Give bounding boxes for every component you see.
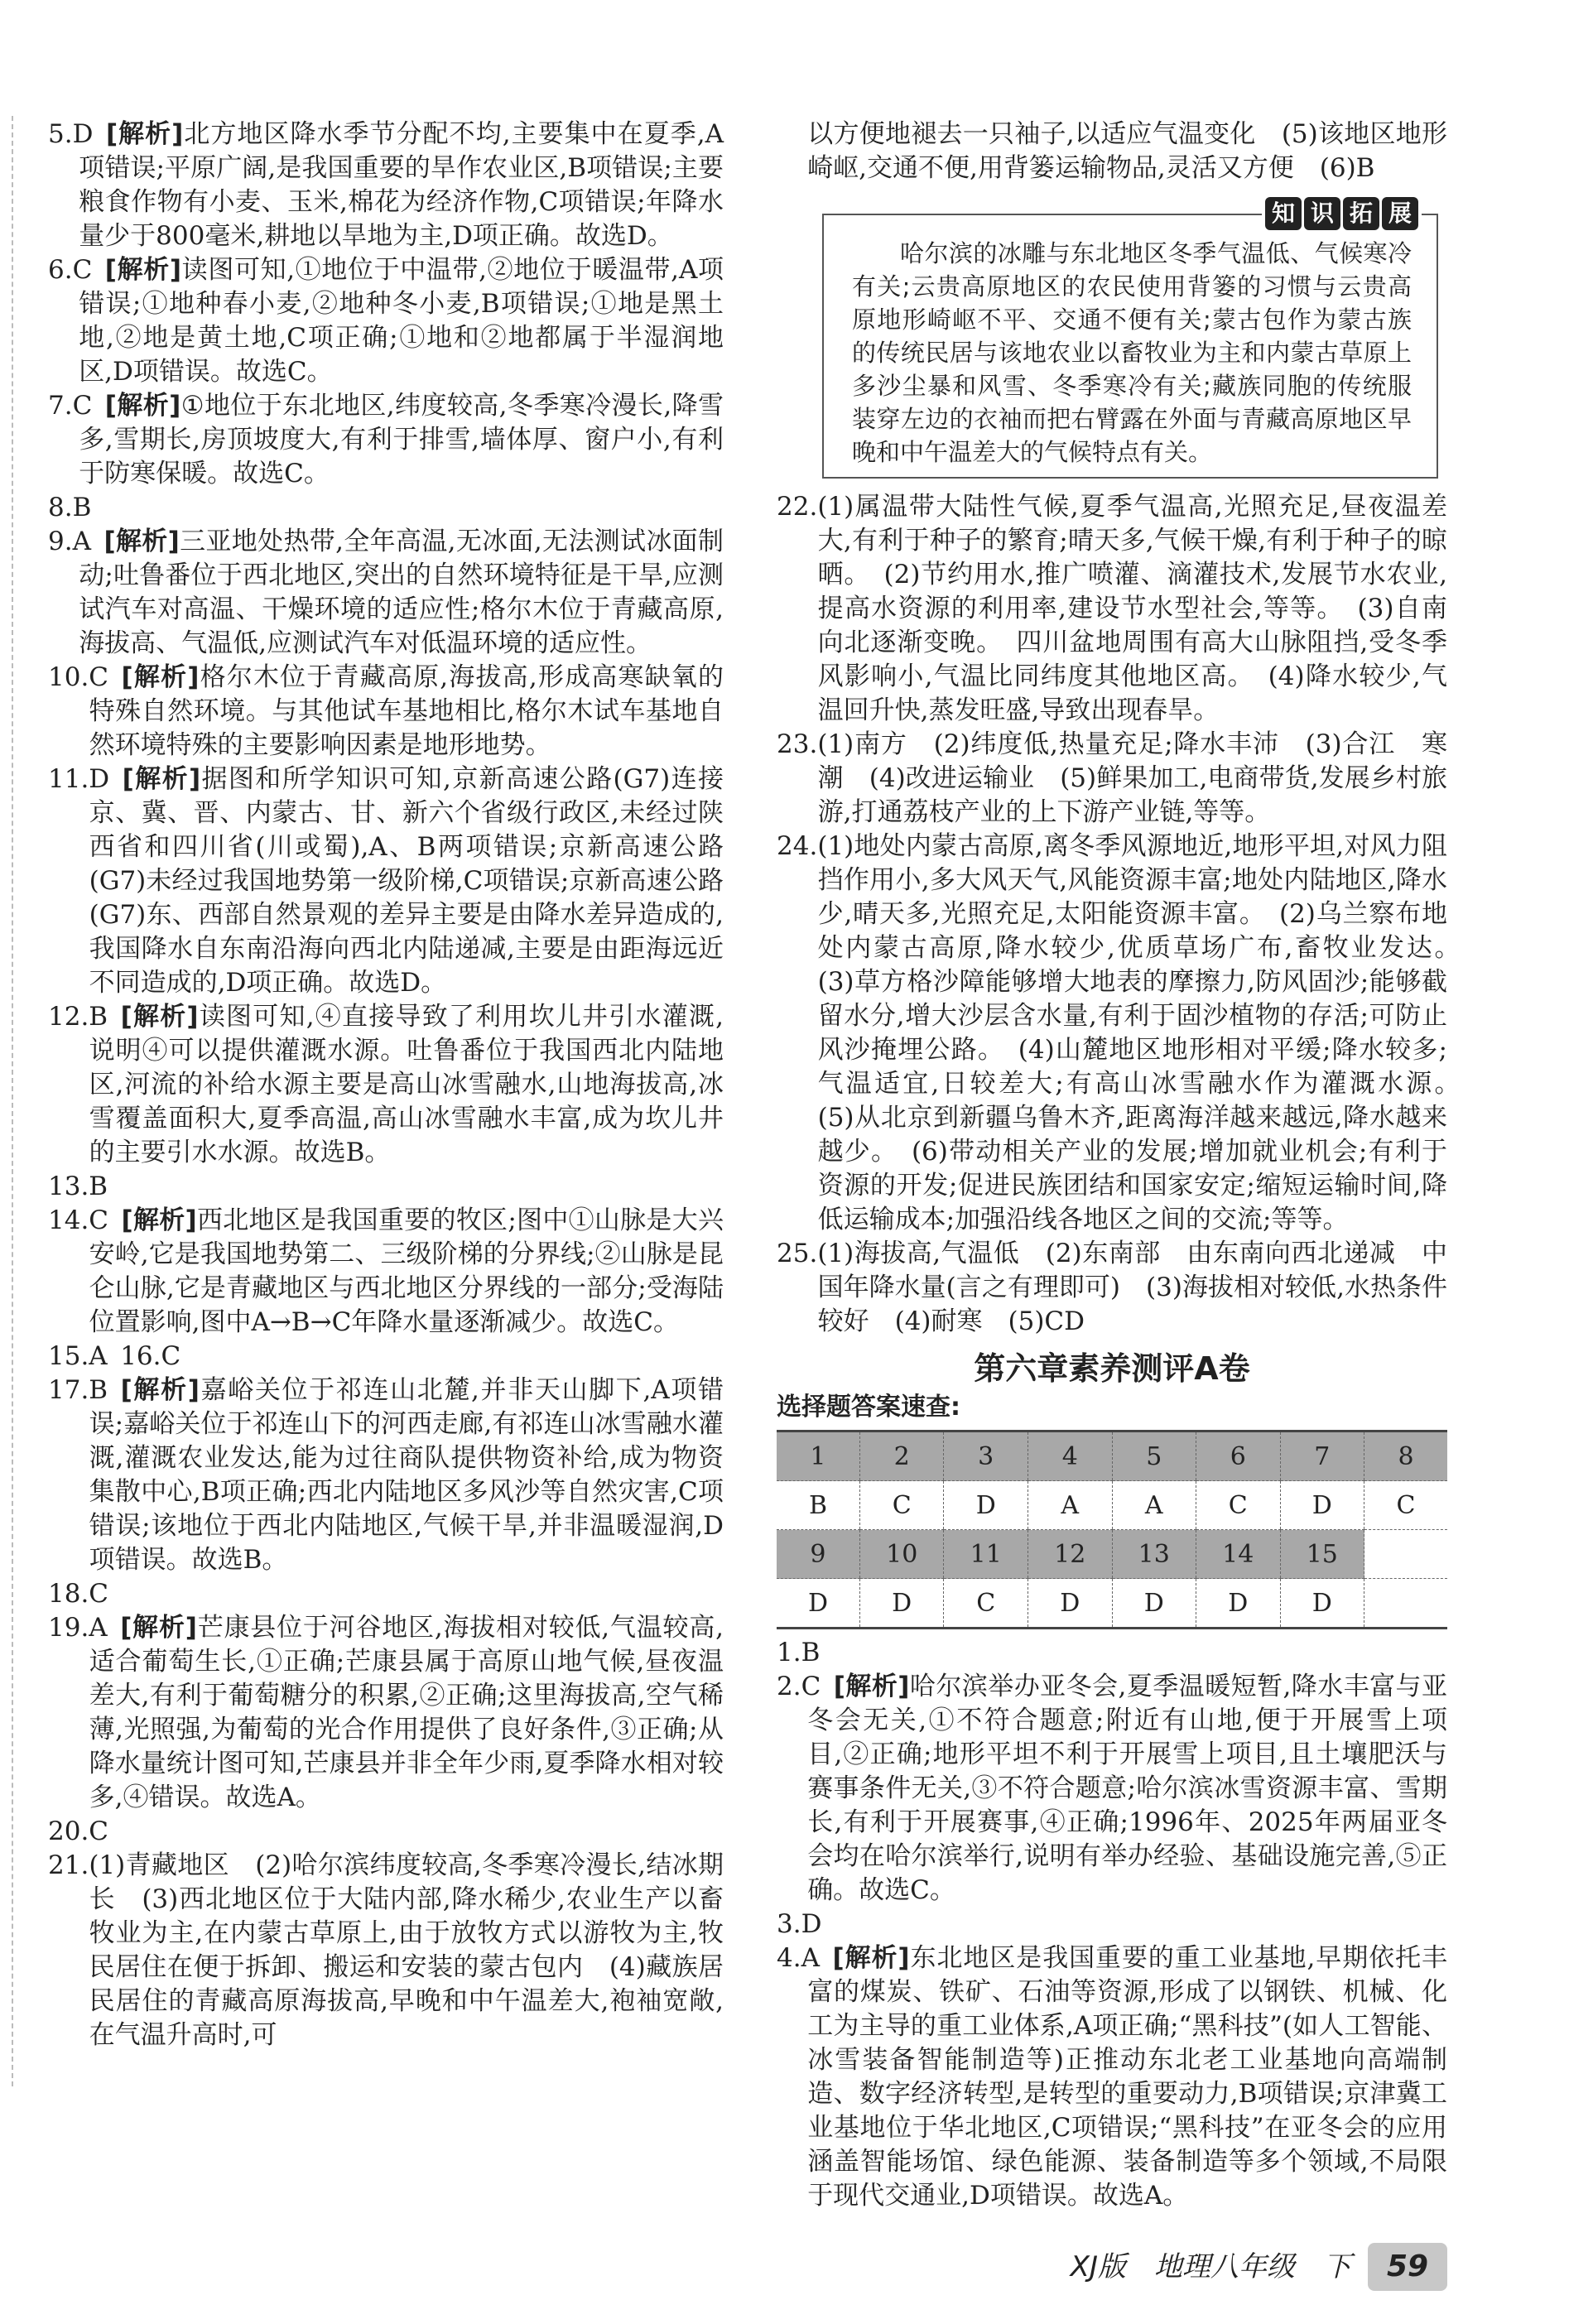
item-number: 17.B <box>48 1375 108 1405</box>
table-row <box>777 1579 1447 1629</box>
answer-item-2 <box>777 1670 1447 1908</box>
item-number: 9.A <box>48 527 91 556</box>
item-text: 哈尔滨举办亚冬会,夏季温暖短暂,降水丰富与亚冬会无关,①不符合题意;附近有山地,便于开展雪上项目,②正确;地形平坦不利于开展雪上项目,且土壤肥沃与赛事条件无关,③不符合题意;哈尔滨冰雪资源丰富、雪期长,有利于开展赛事,④正确;1996年、2025年两届亚冬会均在哈尔滨举行,说明有举办经验、基础设施完善,⑤正确。故选C。 <box>807 1672 1447 1905</box>
answer-item-1 <box>777 1636 1447 1670</box>
analysis-tag: [解析] <box>120 1613 197 1643</box>
analysis-tag: [解析] <box>105 119 184 149</box>
analysis-tag: [解析] <box>120 1002 199 1032</box>
page-number: 59 <box>1368 2243 1447 2291</box>
item-text: (1)属温带大陆性气候,夏季气温高,光照充足,昼夜温差大,有利于种子的繁育;晴天多,气候干燥,有利于种子的晾晒。 (2)节约用水,推广喷灌、滴灌技术,发展节水农业,提高水资源的利用率,建设节水型社会,等等。 (3)自南向北逐渐变晚。 四川盆地周围有高大山脉阻挡,受冬季风影响小,气温比同纬度其他地区高。 (4)降水较少,气温回升快,蒸发旺盛,导致出现春旱。 <box>817 492 1447 725</box>
knowledge-extension <box>822 200 1438 479</box>
question-number-cell: 10 <box>859 1530 944 1579</box>
item-number: 13.B <box>48 1172 108 1201</box>
answer-item-19 <box>48 1611 724 1815</box>
knowledge-extension-box <box>822 214 1438 479</box>
answer-cell: D <box>777 1579 859 1629</box>
badge-char: 拓 <box>1343 197 1379 230</box>
item-text: 16.C <box>120 1341 181 1371</box>
analysis-tag: [解析] <box>833 1672 910 1701</box>
item-number: 3.D <box>777 1909 822 1939</box>
section-title: 第六章素养测评A卷 <box>974 1350 1250 1387</box>
item-text: 北方地区降水季节分配不均,主要集中在夏季,A项错误;平原广阔,是我国重要的旱作农业区,B项错误;主要粮食作物有小麦、玉米,棉花为经济作物,C项错误;年降水量少于800毫米,耕地以旱地为主,D项正确。故选D。 <box>79 119 724 251</box>
item-number: 4.A <box>777 1943 820 1973</box>
item-number: 25. <box>777 1239 818 1268</box>
answer-cell: A <box>1028 1481 1112 1530</box>
answer-item-4 <box>777 1941 1447 2213</box>
question-number-cell: 6 <box>1196 1431 1281 1481</box>
quick-answer-label: 选择题答案速查: <box>777 1393 960 1422</box>
question-number-cell: 13 <box>1112 1530 1196 1579</box>
item-text: 格尔木位于青藏高原,海拔高,形成高寒缺氧的特殊自然环境。与其他试车基地相比,格尔木试车基地自然环境特殊的主要影响因素是地形地势。 <box>89 662 724 760</box>
answer-item-15-16 <box>48 1340 724 1374</box>
answer-item-11 <box>48 763 724 1000</box>
answer-item-17 <box>48 1374 724 1577</box>
answer-item-21 <box>48 1849 724 2052</box>
binding-dashed-line <box>12 116 13 2086</box>
item-number: 23. <box>777 729 818 759</box>
footer <box>777 2243 1447 2291</box>
question-number-cell: 12 <box>1028 1530 1112 1579</box>
item-number: 8.B <box>48 493 92 522</box>
question-number-cell: 11 <box>944 1530 1028 1579</box>
item-number: 21. <box>48 1850 89 1880</box>
answer-cell: D <box>1028 1579 1112 1629</box>
badge-char: 识 <box>1304 197 1340 230</box>
item-number: 5.D <box>48 119 94 149</box>
empty-cell <box>1364 1579 1447 1629</box>
item-number: 12.B <box>48 1002 108 1032</box>
answer-item-23 <box>777 728 1447 830</box>
item-text: (1)青藏地区 (2)哈尔滨纬度较高,冬季寒冷漫长,结冰期长 (3)西北地区位于大陆内部,降水稀少,农业生产以畜牧业为主,在内蒙古草原上,由于放牧方式以游牧为主,牧民居住在便于拆卸、搬运和安装的蒙古包内 (4)藏族居民居住的青藏高原海拔高,早晚和中午温差大,袍袖宽敞,在气温升高时,可 <box>89 1850 724 2050</box>
answer-cell: C <box>1364 1481 1447 1530</box>
answer-item-18 <box>48 1577 724 1611</box>
knowledge-text: 哈尔滨的冰雕与东北地区冬季气温低、气候寒冷有关;云贵高原地区的农民使用背篓的习惯与云贵高原地形崎岖不平、交通不便有关;蒙古包作为蒙古族的传统民居与该地农业以畜牧业为主和内蒙古草原上多沙尘暴和风雪、冬季寒冷有关;藏族同胞的传统服装穿左边的衣袖而把右臂露在外面与青藏高原地区早晚和中午温差大的气候特点有关。 <box>852 239 1412 466</box>
answer-cell: C <box>944 1579 1028 1629</box>
answer-cell: A <box>1112 1481 1196 1530</box>
answer-cell: D <box>944 1481 1028 1530</box>
item-number: 19.A <box>48 1613 108 1643</box>
answer-cell: D <box>1280 1579 1364 1629</box>
item-text: ①地位于东北地区,纬度较高,冬季寒冷漫长,降雪多,雪期长,房顶坡度大,有利于排雪,墙体厚、窗户小,有利于防寒保暖。故选C。 <box>79 391 724 488</box>
item-text: 东北地区是我国重要的重工业基地,早期依托丰富的煤炭、铁矿、石油等资源,形成了以钢铁、机械、化工为主导的重工业体系,A项正确;“黑科技”(如人工智能、冰雪装备智能制造等)正推动东北老工业基地向高端制造、数字经济转型,是转型的重要动力,B项错误;京津冀工业基地位于华北地区,C项错误;“黑科技”在亚冬会的应用涵盖智能场馆、绿色能源、装备制造等多个领域,不局限于现代交通业,D项错误。故选A。 <box>807 1943 1447 2211</box>
item-text: 读图可知,④直接导致了利用坎儿井引水灌溉,说明④可以提供灌溉水源。吐鲁番位于我国西北内陆地区,河流的补给水源主要是高山冰雪融水,山地海拔高,冰雪覆盖面积大,夏季高温,高山冰雪融水丰富,成为坎儿井的主要引水水源。故选B。 <box>89 1002 724 1167</box>
question-number-cell: 8 <box>1364 1431 1447 1481</box>
answer-item-6 <box>48 253 724 389</box>
item-number: 15.A <box>48 1341 108 1371</box>
answer-cell: B <box>777 1481 859 1530</box>
question-number-cell: 9 <box>777 1530 859 1579</box>
analysis-tag: [解析] <box>121 1205 197 1235</box>
answer-item-14 <box>48 1204 724 1340</box>
answer-item-9 <box>48 525 724 661</box>
answer-item-10 <box>48 661 724 763</box>
answer-item-20 <box>48 1815 724 1849</box>
knowledge-extension-badge <box>1262 197 1422 230</box>
answer-cell: D <box>1196 1579 1281 1629</box>
answer-item-25 <box>777 1237 1447 1339</box>
answer-cell: C <box>1196 1481 1281 1530</box>
item-number: 11.D <box>48 764 110 794</box>
item-number: 20.C <box>48 1816 109 1846</box>
table-row <box>777 1481 1447 1530</box>
answer-item-24 <box>777 830 1473 1237</box>
answer-item-7 <box>48 389 724 491</box>
answer-cell: C <box>859 1481 944 1530</box>
item-text: 读图可知,①地位于中温带,②地位于暖温带,A项错误;①地种春小麦,②地种冬小麦,B项错误;①地是黑土地,②地是黄土地,C项正确;①地和②地都属于半湿润地区,D项错误。故选C。 <box>79 255 724 387</box>
answer-item-3 <box>777 1908 1447 1941</box>
item-number: 6.C <box>48 255 93 285</box>
analysis-tag: [解析] <box>120 1375 200 1405</box>
item-text: (1)地处内蒙古高原,离冬季风源地近,地形平坦,对风力阻挡作用小,多大风天气,风能资源丰富;地处内陆地区,降水少,晴天多,光照充足,太阳能资源丰富。 (2)乌兰察布地处内蒙古高原,降水较少,优质草场广布,畜牧业发达。 (3)草方格沙障能够增大地表的摩擦力,防风固沙;能够截留水分,增大沙层含水量,有利于固沙植物的存活;可防止风沙掩埋公路。 (4)山麓地区地形相对平缓;降水较多;气温适宜,日较差大;有高山冰雪融水作为灌溉水源。 (5)从北京到新疆乌鲁木齐,距离海洋越来越远,降水越来越少。 (6)带动相关产业的发展;增加就业机会;有利于资源的开发;促进民族团结和国家安定;缩短运输时间,降低运输成本;加强沿线各地区之间的交流;等等。 <box>817 831 1473 1234</box>
item-text: 芒康县位于河谷地区,海拔相对较低,气温较高,适合葡萄生长,①正确;芒康县属于高原山地气候,昼夜温差大,有利于葡萄糖分的积累,②正确;这里海拔高,空气稀薄,光照强,为葡萄的光合作用提供了良好条件,③正确;从降水量统计图可知,芒康县并非全年少雨,夏季降水相对较多,④错误。故选A。 <box>89 1613 724 1812</box>
answer-item-8 <box>48 491 724 525</box>
item-text: (1)南方 (2)纬度低,热量充足;降水丰沛 (3)合江 寒潮 (4)改进运输业 (5)鲜果加工,电商带货,发展乡村旅游,打通荔枝产业的上下游产业链,等等。 <box>817 729 1447 827</box>
question-number-cell: 3 <box>944 1431 1028 1481</box>
analysis-tag: [解析] <box>103 527 180 556</box>
question-number-cell: 2 <box>859 1431 944 1481</box>
item-text: (1)海拔高,气温低 (2)东南部 由东南向西北递减 中国年降水量(言之有理即可) (3)海拔相对较低,水热条件较好 (4)耐寒 (5)CD <box>817 1239 1447 1336</box>
table-row <box>777 1431 1447 1481</box>
item-text: 据图和所学知识可知,京新高速公路(G7)连接京、冀、晋、内蒙古、甘、新六个省级行政区,未经过陕西省和四川省(川或蜀),A、B两项错误;京新高速公路(G7)未经过我国地势第一级阶梯,C项错误;京新高速公路(G7)东、西部自然景观的差异主要是由降水差异造成的,我国降水自东南沿海向西北内陆递减,主要是由距海远近不同造成的,D项正确。故选D。 <box>89 764 724 998</box>
question-number-cell: 7 <box>1280 1431 1364 1481</box>
analysis-tag: [解析] <box>832 1943 910 1973</box>
item-number: 24. <box>777 831 818 861</box>
badge-char: 知 <box>1265 197 1302 230</box>
answer-cell: D <box>1112 1579 1196 1629</box>
answer-cell: D <box>1280 1481 1364 1530</box>
question-number-cell: 14 <box>1196 1530 1281 1579</box>
left-column <box>48 118 724 2052</box>
item-number: 10.C <box>48 662 109 692</box>
analysis-tag: [解析] <box>121 662 200 692</box>
answer-item-21-continued: 以方便地褪去一只袖子,以适应气温变化 (5)该地区地形崎岖,交通不便,用背篓运输物品,灵活又方便 (6)B <box>807 119 1447 183</box>
item-text: 西北地区是我国重要的牧区;图中①山脉是大兴安岭,它是我国地势第二、三级阶梯的分界线;②山脉是昆仑山脉,它是青藏地区与西北地区分界线的一部分;受海陆位置影响,图中A→B→C年降水量逐渐减少。故选C。 <box>89 1205 724 1337</box>
answer-item-22 <box>777 490 1447 728</box>
analysis-tag: [解析] <box>122 764 201 794</box>
item-number: 14.C <box>48 1205 109 1235</box>
question-number-cell: 5 <box>1112 1431 1196 1481</box>
question-number-cell: 15 <box>1280 1530 1364 1579</box>
question-number-cell: 1 <box>777 1431 859 1481</box>
footer-book-info: XJ版 地理八年级 下 <box>1070 2250 1351 2283</box>
item-text: 嘉峪关位于祁连山北麓,并非天山脚下,A项错误;嘉峪关位于祁连山下的河西走廊,有祁连山冰雪融水灌溉,灌溉农业发达,能为过往商队提供物资补给,成为物资集散中心,B项正确;西北内陆地区多风沙等自然灾害,C项错误;该地位于西北内陆地区,气候干旱,并非温暖湿润,D项错误。故选B。 <box>89 1375 724 1575</box>
item-number: 22. <box>777 492 818 522</box>
answer-cell: D <box>859 1579 944 1629</box>
answer-item-5 <box>48 118 724 253</box>
analysis-tag: [解析] <box>104 391 181 421</box>
item-text: 三亚地处热带,全年高温,无冰面,无法测试冰面制动;吐鲁番位于西北地区,突出的自然环境特征是干旱,应测试汽车对高温、干燥环境的适应性;格尔木位于青藏高原,海拔高、气温低,应测试汽车对低温环境的适应性。 <box>79 527 724 658</box>
question-number-cell: 4 <box>1028 1431 1112 1481</box>
item-number: 2.C <box>777 1672 821 1701</box>
answer-item-13 <box>48 1170 724 1204</box>
item-number: 7.C <box>48 391 93 421</box>
table-row <box>777 1530 1447 1579</box>
right-column <box>777 118 1473 2324</box>
empty-cell <box>1364 1530 1447 1579</box>
analysis-tag: [解析] <box>104 255 182 285</box>
item-number: 1.B <box>777 1638 821 1667</box>
item-number: 18.C <box>48 1579 109 1609</box>
badge-char: 展 <box>1382 197 1418 230</box>
answer-table <box>777 1430 1447 1629</box>
answer-item-12 <box>48 1000 724 1170</box>
